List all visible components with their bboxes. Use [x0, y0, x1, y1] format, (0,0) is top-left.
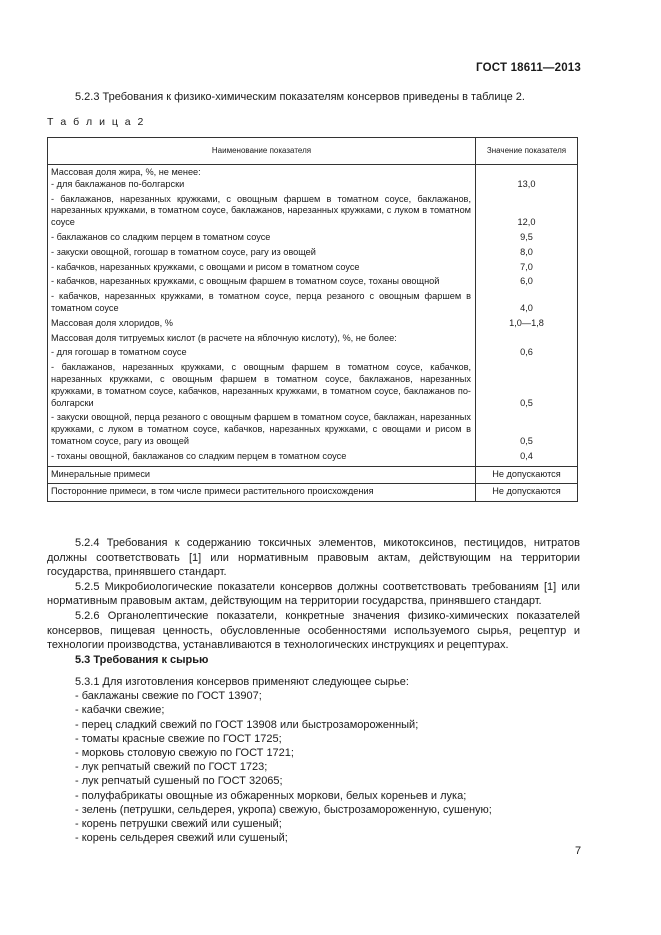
table-row: [48, 291, 578, 318]
table-row: [48, 179, 578, 194]
paragraph-5-2-6: 5.2.6 Органолептические показатели, конкретные значения физико-химических показателей консервов, пищевая ценность, обусловленные особенностями используемого сырья, рецептур и технологии производства, устанавливаются в технологических инструкциях и рецептурах.: [47, 609, 580, 652]
section-title: 5.3 Требования к сырью: [75, 654, 209, 666]
indicator-cell: - баклажанов со сладким перцем в томатном соусе: [48, 232, 476, 247]
table-row: [48, 262, 578, 277]
body-text: [47, 536, 580, 653]
table-row: [48, 484, 578, 502]
column-header-name: Наименование показателя: [48, 138, 476, 165]
list-item: - зелень (петрушки, сельдерея, укропа) свежую, быстрозамороженную, сушеную;: [75, 803, 492, 816]
table-row: [48, 466, 578, 484]
table-row: [48, 165, 578, 179]
value-cell: 1,0—1,8: [476, 318, 578, 333]
table-row: [48, 232, 578, 247]
document-code: ГОСТ 18611—2013: [476, 62, 581, 74]
paragraph-5-2-4: 5.2.4 Требования к содержанию токсичных элементов, микотоксинов, пестицидов, нитратов должны соответствовать [1] или нормативным правовым актам, действующим на территории государства, принявшего стандарт.: [47, 537, 580, 579]
list-item: - корень сельдерея свежий или сушеный;: [75, 832, 288, 845]
value-cell: 8,0: [476, 247, 578, 262]
list-item: - лук репчатый сушеный по ГОСТ 32065;: [75, 775, 283, 788]
list-item: - кабачки свежие;: [75, 704, 165, 717]
value-cell: 0,5: [476, 412, 578, 450]
list-item: 5.3.1 Для изготовления консервов применяют следующее сырье:: [75, 676, 409, 688]
indicator-cell: - для гогошар в томатном соусе: [48, 347, 476, 362]
value-cell: 7,0: [476, 262, 578, 277]
value-cell: 12,0: [476, 194, 578, 232]
indicator-cell: - закуски овощной, перца резаного с овощным фаршем в томатном соусе, баклажан, нарезанных кружками, с луком в томатном соусе, кабачков, нарезанных кружками, с овощами и рисом в томатном соусе, рагу из овощей: [48, 412, 476, 450]
value-cell: [476, 333, 578, 348]
table-row: [48, 318, 578, 333]
table-row: [48, 362, 578, 412]
indicator-cell: Массовая доля жира, %, не менее:: [48, 165, 476, 179]
value-cell: 9,5: [476, 232, 578, 247]
value-cell: [476, 165, 578, 179]
table-row: [48, 276, 578, 291]
indicator-cell: - закуски овощной, гогошар в томатном соусе, рагу из овощей: [48, 247, 476, 262]
indicator-cell: - кабачков, нарезанных кружками, с овощами и рисом в томатном соусе: [48, 262, 476, 277]
table-row: [48, 451, 578, 466]
list-item: - перец сладкий свежий по ГОСТ 13908 или быстрозамороженный;: [75, 718, 419, 731]
list-item: - томаты красные свежие по ГОСТ 1725;: [75, 732, 282, 745]
value-cell: 4,0: [476, 291, 578, 318]
raw-materials-list: [75, 675, 492, 845]
page-number: 7: [575, 845, 582, 857]
value-cell: 13,0: [476, 179, 578, 194]
value-cell: 6,0: [476, 276, 578, 291]
table-row: [48, 194, 578, 232]
table-caption: Т а б л и ц а 2: [47, 116, 146, 128]
value-cell: 0,6: [476, 347, 578, 362]
table-row: [48, 247, 578, 262]
intro-paragraph: 5.2.3 Требования к физико-химическим показателям консервов приведены в таблице 2.: [75, 91, 525, 103]
list-item: - лук репчатый свежий по ГОСТ 1723;: [75, 761, 268, 774]
indicator-cell: Минеральные примеси: [48, 466, 476, 484]
value-cell: Не допускаются: [476, 466, 578, 484]
list-item: - полуфабрикаты овощные из обжаренных моркови, белых кореньев и лука;: [75, 789, 467, 802]
physicochemical-table: [47, 137, 578, 502]
table-row: [48, 333, 578, 348]
value-cell: 0,5: [476, 362, 578, 412]
value-cell: Не допускаются: [476, 484, 578, 502]
indicator-cell: - баклажанов, нарезанных кружками, с овощным фаршем в томатном соусе, кабачков, нарезанных кружками, с овощным фаршем в томатном соусе, баклажанов, нарезанных кружками, в томатном соусе, кабачков, нарезанных кружками, в томатном соусе, баклажанов по-болгарски: [48, 362, 476, 412]
indicator-cell: - баклажанов, нарезанных кружками, с овощным фаршем в томатном соусе, баклажанов, нарезанных кружками, в томатном соусе, баклажанов, нарезанных кружками, с луком в томатном соусе: [48, 194, 476, 232]
table-row: [48, 347, 578, 362]
paragraph-5-2-5: 5.2.5 Микробиологические показатели консервов должны соответствовать требованиям [1] или нормативным правовым актам, действующим на территории государства, принявшего стандарт.: [47, 580, 580, 608]
indicator-cell: Массовая доля титруемых кислот (в расчете на яблочную кислоту), %, не более:: [48, 333, 476, 348]
indicator-cell: - тоханы овощной, баклажанов со сладким перцем в томатном соусе: [48, 451, 476, 466]
indicator-cell: Посторонние примеси, в том числе примеси растительного происхождения: [48, 484, 476, 502]
list-item: - баклажаны свежие по ГОСТ 13907;: [75, 690, 262, 703]
indicator-cell: - кабачков, нарезанных кружками, в томатном соусе, перца резаного с овощным фаршем в томатном соусе: [48, 291, 476, 318]
indicator-cell: - для баклажанов по-болгарски: [48, 179, 476, 194]
table-header-row: [48, 138, 578, 165]
indicator-cell: - кабачков, нарезанных кружками, с овощным фаршем в томатном соусе, тоханы овощной: [48, 276, 476, 291]
table-row: [48, 412, 578, 450]
column-header-value: Значение показателя: [476, 138, 578, 165]
list-item: - морковь столовую свежую по ГОСТ 1721;: [75, 747, 294, 760]
indicator-cell: Массовая доля хлоридов, %: [48, 318, 476, 333]
value-cell: 0,4: [476, 451, 578, 466]
list-item: - корень петрушки свежий или сушеный;: [75, 818, 282, 831]
